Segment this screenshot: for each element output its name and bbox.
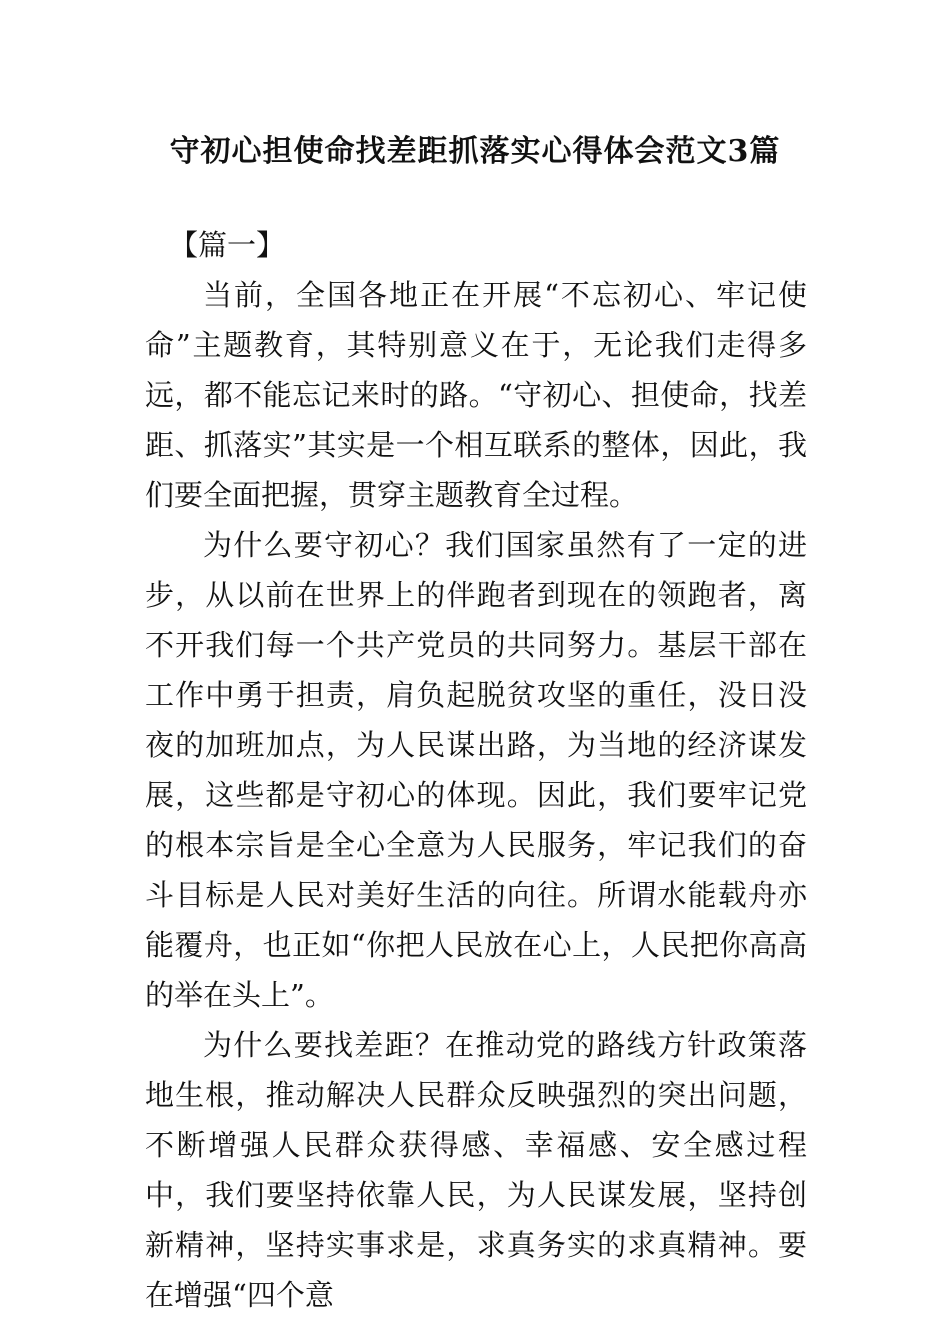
document-body	[145, 220, 807, 1320]
section-heading: 【篇一】	[169, 228, 286, 262]
document-title: 守初心担使命找差距抓落实心得体会范文3篇	[169, 134, 781, 169]
paragraph-1: 当前，全国各地正在开展“不忘初心、牢记使命”主题教育，其特别意义在于，无论我们走得多远，都不能忘记来时的路。“守初心、担使命，找差距、抓落实”其实是一个相互联系的整体，因此，我们要全面把握，贯穿主题教育全过程。	[145, 278, 807, 512]
paragraph-2: 为什么要守初心？我们国家虽然有了一定的进步，从以前在世界上的伴跑者到现在的领跑者，离不开我们每一个共产党员的共同努力。基层干部在工作中勇于担责，肩负起脱贫攻坚的重任，没日没夜的加班加点，为人民谋出路，为当地的经济谋发展，这些都是守初心的体现。因此，我们要牢记党的根本宗旨是全心全意为人民服务，牢记我们的奋斗目标是人民对美好生活的向往。所谓水能载舟亦能覆舟，也正如“你把人民放在心上，人民把你高高的举在头上”。	[145, 528, 807, 1012]
paragraph-3: 为什么要找差距？在推动党的路线方针政策落地生根，推动解决人民群众反映强烈的突出问题，不断增强人民群众获得感、幸福感、安全感过程中，我们要坚持依靠人民，为人民谋发展，坚持创新精神，坚持实事求是，求真务实的求真精神。要在增强“四个意	[145, 1028, 807, 1312]
